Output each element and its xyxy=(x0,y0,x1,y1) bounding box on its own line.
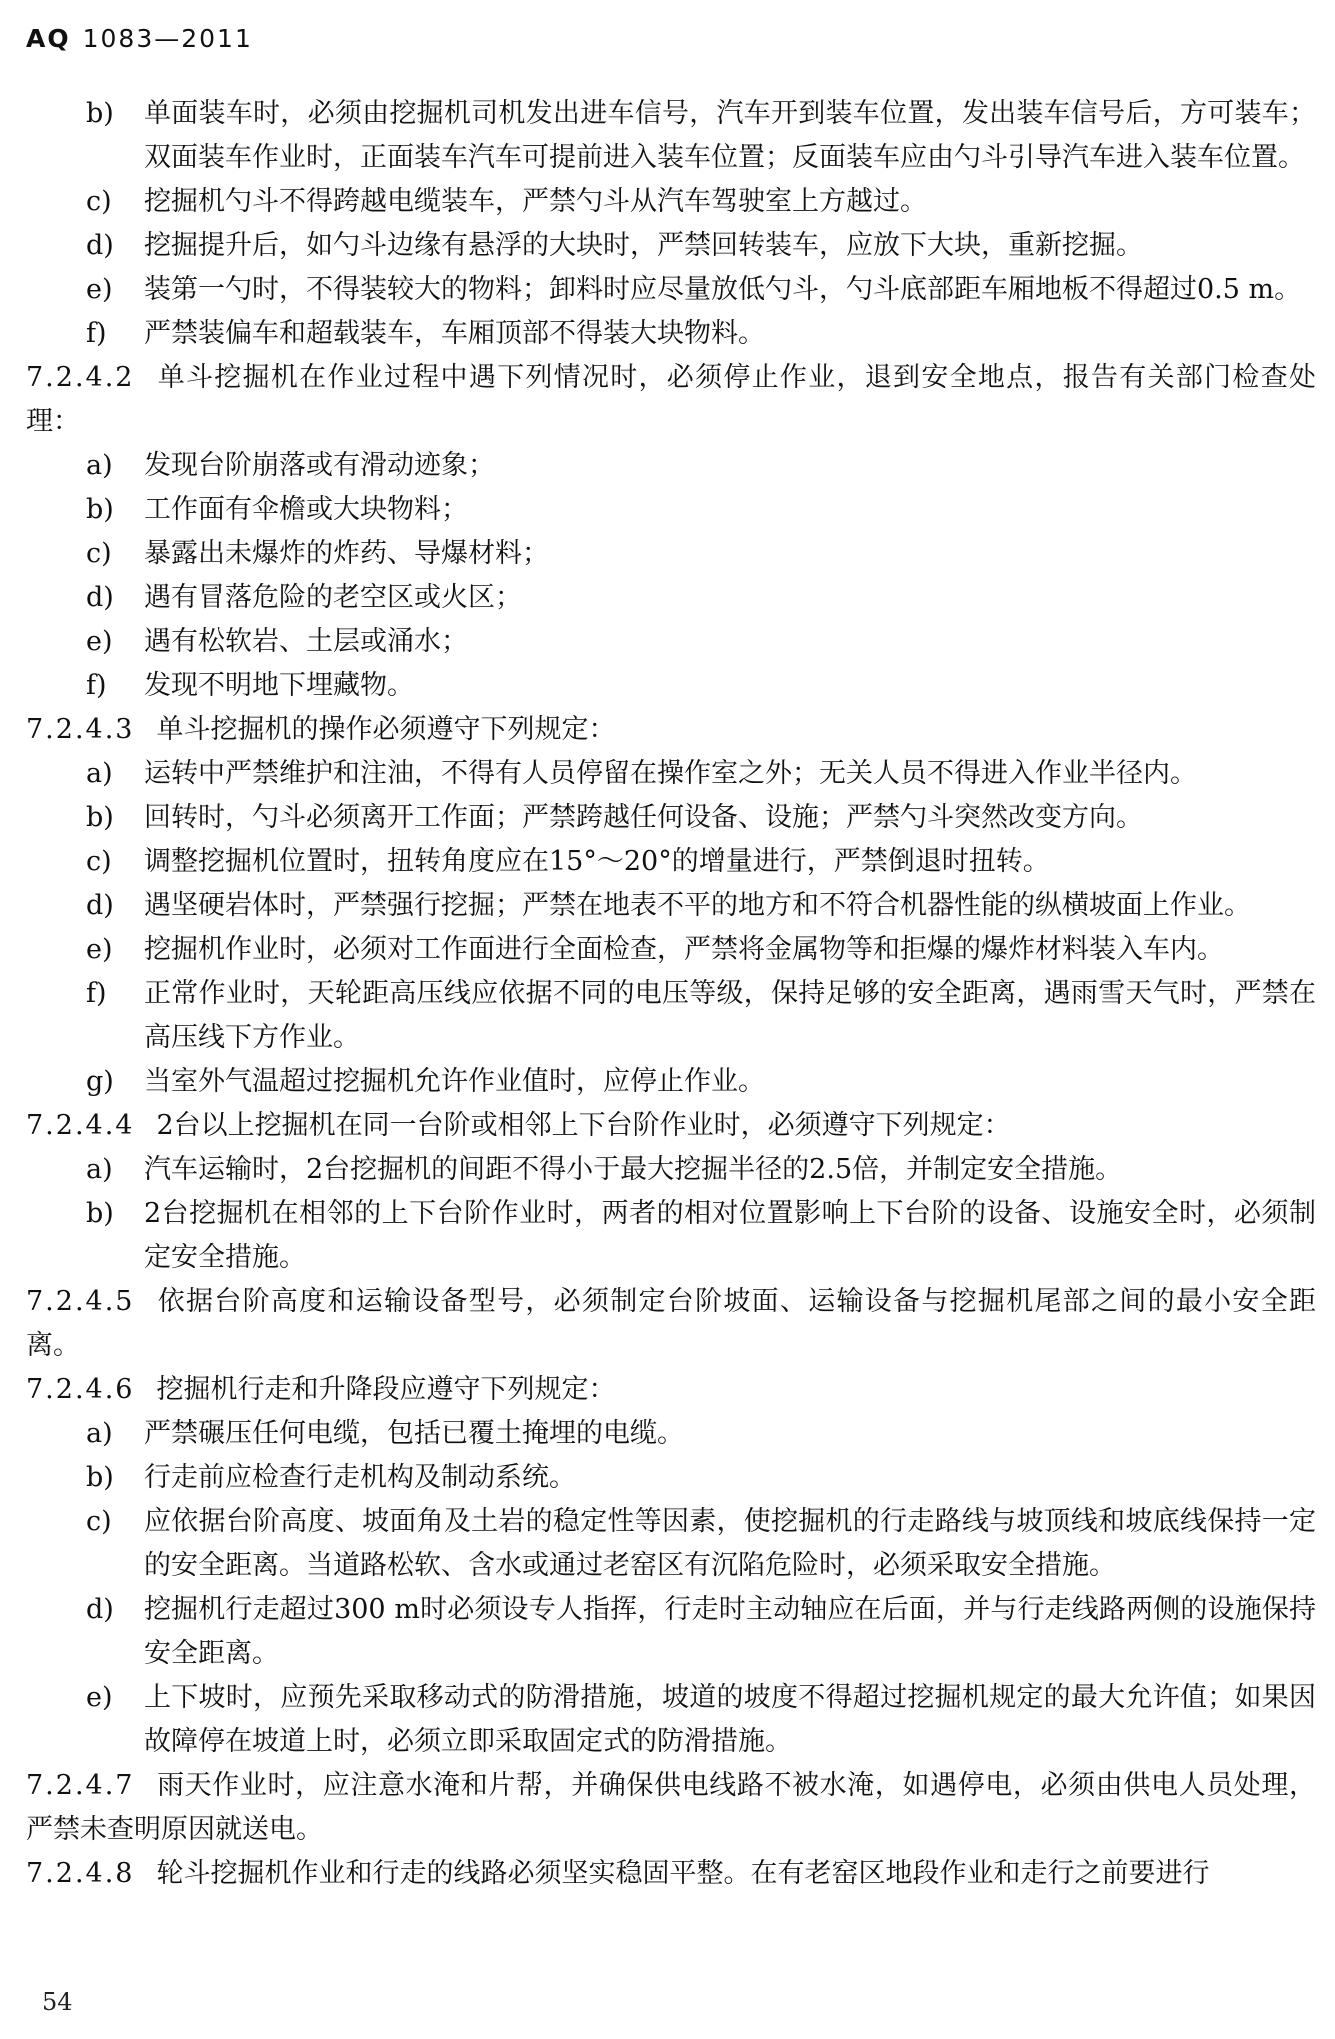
list-item xyxy=(26,1676,1316,1764)
clause-text: 单斗挖掘机的操作必须遵守下列规定： xyxy=(156,714,616,745)
list-item xyxy=(26,1148,1316,1192)
list-item xyxy=(26,1456,1316,1500)
item-text: 严禁碾压任何电缆，包括已覆土掩埋的电缆。 xyxy=(144,1418,684,1449)
item-text: 发现台阶崩落或有滑动迹象； xyxy=(144,450,495,481)
list-item xyxy=(26,884,1316,928)
item-label: b) xyxy=(86,802,114,833)
item-text: 运转中严禁维护和注油，不得有人员停留在操作室之外；无关人员不得进入作业半径内。 xyxy=(144,758,1197,789)
item-text: 挖掘提升后，如勺斗边缘有悬浮的大块时，严禁回转装车，应放下大块，重新挖掘。 xyxy=(144,230,1143,261)
section-7-2-4-7 xyxy=(26,1764,1316,1852)
item-label: d) xyxy=(86,890,114,921)
page-number: 54 xyxy=(42,1988,73,2016)
item-text: 正常作业时，天轮距高压线应依据不同的电压等级，保持足够的安全距离，遇雨雪天气时，严禁在高压线下方作业。 xyxy=(144,978,1316,1053)
item-text: 发现不明地下埋藏物。 xyxy=(144,670,414,701)
item-label: b) xyxy=(86,1462,114,1493)
list-item xyxy=(26,972,1316,1060)
clause-number: 7.2.4.7 xyxy=(26,1770,135,1801)
item-text: 调整挖掘机位置时，扭转角度应在15°～20°的增量进行，严禁倒退时扭转。 xyxy=(144,846,1050,877)
clause-text: 轮斗挖掘机作业和行走的线路必须坚实稳固平整。在有老窑区地段作业和走行之前要进行 xyxy=(156,1858,1210,1889)
list-item xyxy=(26,1412,1316,1456)
clause-number: 7.2.4.3 xyxy=(26,714,135,745)
item-label: e) xyxy=(86,274,113,305)
item-label: d) xyxy=(86,582,114,613)
item-label: c) xyxy=(86,538,112,569)
list-item xyxy=(26,268,1316,312)
item-label: a) xyxy=(86,1154,113,1185)
list-item xyxy=(26,752,1316,796)
list-item xyxy=(26,620,1316,664)
continued-list xyxy=(26,92,1316,356)
document-body xyxy=(26,92,1316,1896)
clause-heading xyxy=(26,1280,1316,1368)
item-label: c) xyxy=(86,1506,112,1537)
item-label: f) xyxy=(86,670,107,701)
clause-text: 依据台阶高度和运输设备型号，必须制定台阶坡面、运输设备与挖掘机尾部之间的最小安全距离。 xyxy=(26,1286,1316,1361)
item-label: d) xyxy=(86,230,114,261)
item-label: c) xyxy=(86,846,112,877)
clause-heading xyxy=(26,708,1316,752)
page-header xyxy=(26,24,253,53)
item-label: c) xyxy=(86,186,112,217)
list-item xyxy=(26,576,1316,620)
list-item xyxy=(26,1500,1316,1588)
item-label: f) xyxy=(86,978,107,1009)
item-text: 挖掘机行走超过300 m时必须设专人指挥，行走时主动轴应在后面，并与行走线路两侧的设施保持安全距离。 xyxy=(144,1594,1316,1669)
item-text: 遇有冒落危险的老空区或火区； xyxy=(144,582,522,613)
section-7-2-4-3 xyxy=(26,708,1316,1104)
item-text: 暴露出未爆炸的炸药、导爆材料； xyxy=(144,538,549,569)
clause-text: 挖掘机行走和升降段应遵守下列规定： xyxy=(156,1374,616,1405)
section-7-2-4-2 xyxy=(26,356,1316,708)
clause-heading xyxy=(26,1764,1316,1852)
item-text: 当室外气温超过挖掘机允许作业值时，应停止作业。 xyxy=(144,1066,765,1097)
item-text: 行走前应检查行走机构及制动系统。 xyxy=(144,1462,576,1493)
item-text: 工作面有伞檐或大块物料； xyxy=(144,494,468,525)
section-7-2-4-5 xyxy=(26,1280,1316,1368)
standard-number: 1083—2011 xyxy=(82,24,253,53)
list-item xyxy=(26,1588,1316,1676)
list-item xyxy=(26,840,1316,884)
item-label: d) xyxy=(86,1594,114,1625)
item-label: a) xyxy=(86,758,113,789)
section-7-2-4-4 xyxy=(26,1104,1316,1280)
clause-number: 7.2.4.6 xyxy=(26,1374,135,1405)
item-label: b) xyxy=(86,98,114,129)
item-label: b) xyxy=(86,1198,114,1229)
section-7-2-4-8 xyxy=(26,1852,1316,1896)
item-text: 单面装车时，必须由挖掘机司机发出进车信号，汽车开到装车位置，发出装车信号后，方可装车；双面装车作业时，正面装车汽车可提前进入装车位置；反面装车应由勺斗引导汽车进入装车位置。 xyxy=(144,98,1316,173)
section-7-2-4-6 xyxy=(26,1368,1316,1764)
item-text: 汽车运输时，2台挖掘机的间距不得小于最大挖掘半径的2.5倍，并制定安全措施。 xyxy=(144,1154,1123,1185)
item-text: 装第一勺时，不得装较大的物料；卸料时应尽量放低勺斗，勺斗底部距车厢地板不得超过0.5 m。 xyxy=(144,274,1302,305)
list-item xyxy=(26,312,1316,356)
item-label: e) xyxy=(86,626,113,657)
item-label: f) xyxy=(86,318,107,349)
item-text: 挖掘机作业时，必须对工作面进行全面检查，严禁将金属物等和拒爆的爆炸材料装入车内。 xyxy=(144,934,1224,965)
item-text: 严禁装偏车和超载装车，车厢顶部不得装大块物料。 xyxy=(144,318,765,349)
item-text: 回转时，勺斗必须离开工作面；严禁跨越任何设备、设施；严禁勺斗突然改变方向。 xyxy=(144,802,1143,833)
item-label: e) xyxy=(86,934,113,965)
list-item xyxy=(26,796,1316,840)
clause-heading xyxy=(26,1104,1316,1148)
list-item xyxy=(26,1192,1316,1280)
item-text: 挖掘机勺斗不得跨越电缆装车，严禁勺斗从汽车驾驶室上方越过。 xyxy=(144,186,927,217)
clause-number: 7.2.4.8 xyxy=(26,1858,135,1889)
standard-code: AQ xyxy=(26,24,71,53)
clause-number: 7.2.4.4 xyxy=(26,1110,135,1141)
list-item xyxy=(26,1060,1316,1104)
list-item xyxy=(26,92,1316,180)
clause-text: 雨天作业时，应注意水淹和片帮，并确保供电线路不被水淹，如遇停电，必须由供电人员处理，严禁未查明原因就送电。 xyxy=(26,1770,1316,1845)
list-item xyxy=(26,224,1316,268)
list-item xyxy=(26,532,1316,576)
list-item xyxy=(26,664,1316,708)
item-text: 2台挖掘机在相邻的上下台阶作业时，两者的相对位置影响上下台阶的设备、设施安全时，必须制定安全措施。 xyxy=(144,1198,1316,1273)
clause-heading xyxy=(26,1368,1316,1412)
clause-number: 7.2.4.2 xyxy=(26,362,135,393)
item-text: 上下坡时，应预先采取移动式的防滑措施，坡道的坡度不得超过挖掘机规定的最大允许值；如果因故障停在坡道上时，必须立即采取固定式的防滑措施。 xyxy=(144,1682,1316,1757)
list-item xyxy=(26,180,1316,224)
item-text: 应依据台阶高度、坡面角及土岩的稳定性等因素，使挖掘机的行走路线与坡顶线和坡底线保持一定的安全距离。当道路松软、含水或通过老窑区有沉陷危险时，必须采取安全措施。 xyxy=(144,1506,1316,1581)
item-text: 遇有松软岩、土层或涌水； xyxy=(144,626,468,657)
item-text: 遇坚硬岩体时，严禁强行挖掘；严禁在地表不平的地方和不符合机器性能的纵横坡面上作业。 xyxy=(144,890,1251,921)
item-label: e) xyxy=(86,1682,113,1713)
clause-number: 7.2.4.5 xyxy=(26,1286,135,1317)
clause-text: 单斗挖掘机在作业过程中遇下列情况时，必须停止作业，退到安全地点，报告有关部门检查处理： xyxy=(26,362,1316,437)
item-label: a) xyxy=(86,450,113,481)
item-label: g) xyxy=(86,1066,114,1097)
list-item xyxy=(26,488,1316,532)
clause-text: 2台以上挖掘机在同一台阶或相邻上下台阶作业时，必须遵守下列规定： xyxy=(156,1110,1011,1141)
clause-heading xyxy=(26,1852,1316,1896)
item-label: a) xyxy=(86,1418,113,1449)
clause-heading xyxy=(26,356,1316,444)
item-label: b) xyxy=(86,494,114,525)
list-item xyxy=(26,928,1316,972)
list-item xyxy=(26,444,1316,488)
